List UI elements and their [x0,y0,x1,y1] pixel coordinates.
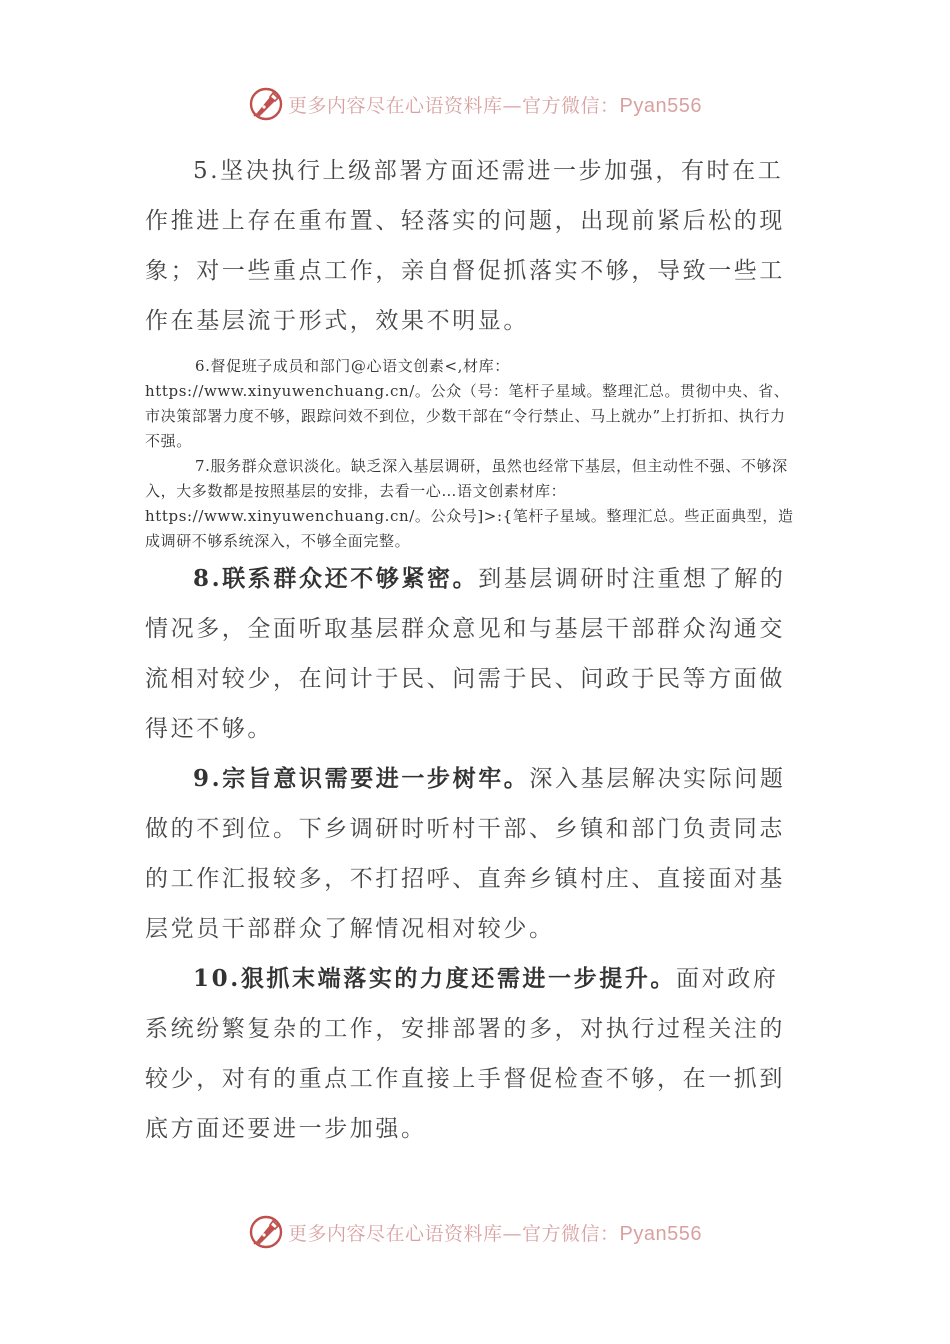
item-5: 5.坚决执行上级部署方面还需进一步加强，有时在工作推进上存在重布置、轻落实的问题，出现前紧后松的现象；对一些重点工作，亲自督促抓落实不够，导致一些工作在基层流于形式，效果不明显。 [145,158,785,334]
header-wechat-id: Pyan556 [619,94,702,117]
document-body [145,146,795,1154]
item-6: 6.督促班子成员和部门@心语文创素<,材库：https://www.xinyuwenchuang.cn/。公众（号：笔杆子星域。整理汇总。贯彻中央、省、市决策部署力度不够，跟踪问效不到位，少数干部在“令行禁止、马上就办”上打折扣、执行力不强。 [145,357,790,450]
pen-nib-logo-icon [248,1214,284,1250]
footer-banner [0,1212,950,1252]
footer-wechat-id: Pyan556 [619,1222,702,1245]
header-separator: — [502,94,523,117]
item-7: 7.服务群众意识淡化。缺乏深入基层调研，虽然也经常下基层，但主动性不强、不够深入，大多数都是按照基层的安排，去看一心…语文创素材库：https://www.xinyuwenchuang.cn/。公众号]>:{笔杆子星域。整理汇总。些正面典型，造成调研不够系统深入，不够全面完整。 [145,457,794,550]
item-9-text: 深入基层解决实际问题做的不到位。下乡调研时听村干部、乡镇和部门负责同志的工作汇报较多，不打招呼、直奔乡镇村庄、直接面对基层党员干部群众了解情况相对较少。 [145,766,786,942]
pen-nib-logo-icon [248,86,284,122]
footer-site-text: 更多内容尽在心语资料库 [288,1222,503,1245]
item-9 [145,754,795,954]
header-wechat-label: 官方微信： [522,94,620,117]
header-banner-text [288,91,702,118]
item-10-text: 面对政府系统纷繁复杂的工作，安排部署的多，对执行过程关注的较少，对有的重点工作直接上手督促检查不够，在一抓到底方面还要进一步加强。 [145,966,785,1142]
item-8 [145,554,795,754]
item-10 [145,954,795,1154]
header-banner [0,84,950,124]
item-8-text: 到基层调研时注重想了解的情况多，全面听取基层群众意见和与基层干部群众沟通交流相对较少，在问计于民、问需于民、问政于民等方面做得还不够。 [145,566,786,742]
footer-wechat-label: 官方微信： [522,1222,620,1245]
item-10-heading: 10.狠抓末端落实的力度还需进一步提升。 [193,965,677,992]
item-8-heading: 8.联系群众还不够紧密。 [193,565,479,592]
item-9-heading: 9.宗旨意识需要进一步树牢。 [193,765,530,792]
footer-banner-text [288,1219,702,1246]
footer-separator: — [502,1222,523,1245]
header-site-text: 更多内容尽在心语资料库 [288,94,503,117]
